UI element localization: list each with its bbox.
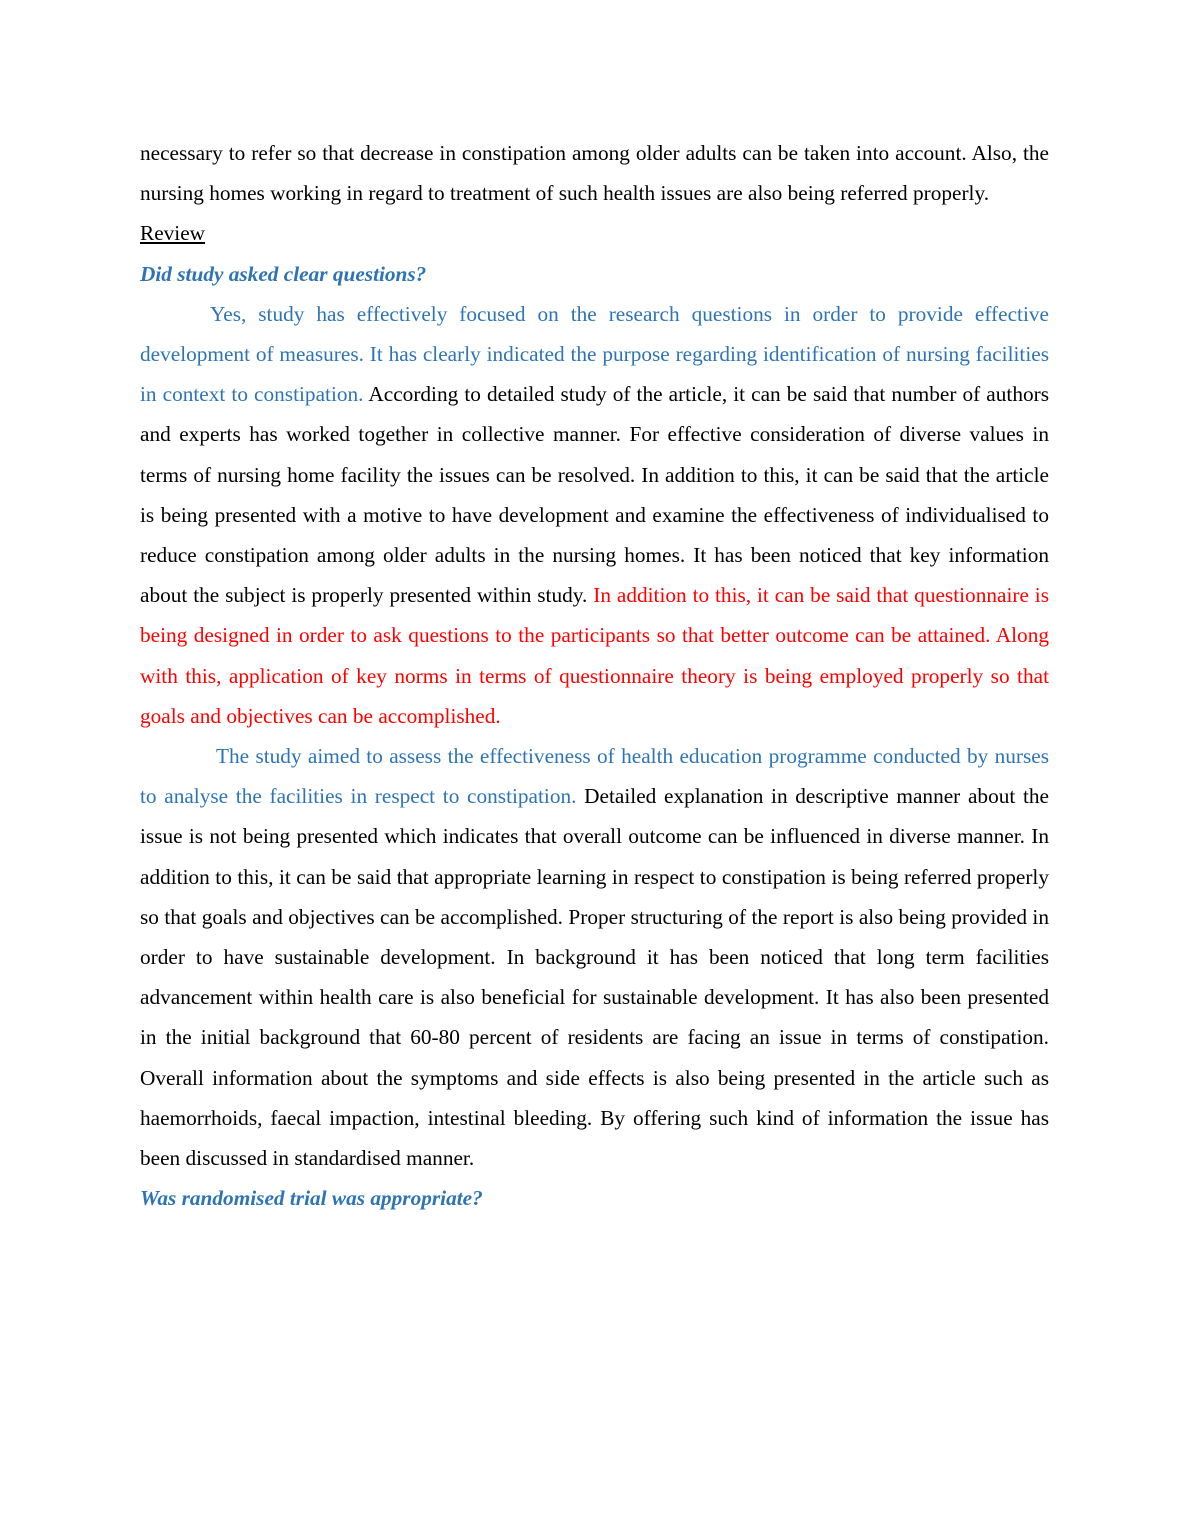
para1-black-text: According to detailed study of the article, it can be said that number of authors and experts has worked together in collective manner. For effective consideration of diverse values in terms of nursing home facility the issues can be resolved. In addition to this, it can be said that the article is being presented with a motive to have development and examine the effectiveness of individualised to reduce constipation among older adults in the nursing homes. It has been noticed that key information about the subject is properly presented within study.	[140, 382, 1049, 608]
document-page	[140, 133, 1049, 1218]
answer-paragraph-1	[140, 294, 1049, 736]
para2-black-text: Detailed explanation in descriptive manner about the issue is not being presented which indicates that overall outcome can be influenced in diverse manner. In addition to this, it can be said that appropriate learning in respect to constipation is being referred properly so that goals and objectives can be accomplished. Proper structuring of the report is also being provided in order to have sustainable development. In background it has been noticed that long term facilities advancement within health care is also beneficial for sustainable development. It has also been presented in the initial background that 60-80 percent of residents are facing an issue in terms of constipation. Overall information about the symptoms and side effects is also being presented in the article such as haemorrhoids, faecal impaction, intestinal bleeding. By offering such kind of information the issue has been discussed in standardised manner.	[140, 784, 1049, 1171]
para1-red-text: In addition to this, it can be said that questionnaire is being designed in order to ask questions to the participants so that better outcome can be attained. Along with this, application of key norms in terms of questionnaire theory is being employed properly so that goals and objectives can be accomplished.	[140, 583, 1049, 728]
para2-blue-text: The study aimed to assess the effectiveness of health education programme conducted by nurses to analyse the facilities in respect to constipation.	[140, 744, 1049, 809]
review-heading: Review	[140, 221, 206, 246]
question-heading-2: Was randomised trial was appropriate?	[140, 1186, 483, 1211]
answer-paragraph-2	[140, 736, 1049, 1178]
para1-blue-text: Yes, study has effectively focused on the research questions in order to provide effective development of measures. It has clearly indicated the purpose regarding identification of nursing facilities in context to constipation.	[140, 301, 1049, 407]
intro-paragraph: necessary to refer so that decrease in constipation among older adults can be taken into account. Also, the nursing homes working in regard to treatment of such health issues are also being referred properly.	[140, 141, 1049, 206]
question-heading-1: Did study asked clear questions?	[140, 261, 427, 286]
